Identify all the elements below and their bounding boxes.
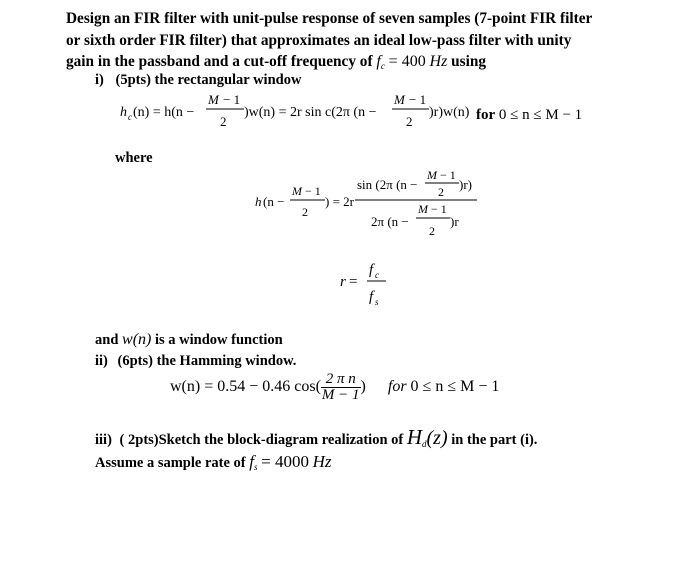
svg-text:f: f [369, 262, 374, 278]
hd-arg: (z) [426, 427, 448, 449]
problem-intro [66, 8, 592, 78]
window-note-symbol: w(n) [122, 331, 152, 348]
part-iii-text-suffix: in the part (i). [451, 432, 538, 448]
svg-text:)r: )r [450, 214, 459, 229]
sample-rate-f-sub: s [253, 462, 258, 472]
svg-text:− 1: − 1 [223, 92, 241, 107]
part-i-title: (5pts) the rectangular window [115, 72, 302, 88]
svg-text:h: h [255, 194, 262, 209]
hamming-frac-den: M − 1 [321, 387, 360, 403]
svg-text:2: 2 [302, 205, 308, 219]
hamming-close: ) [360, 378, 366, 396]
svg-text:(n −: (n − [263, 194, 285, 209]
cutoff-f-value: = 400 [388, 53, 426, 70]
intro-line-3-prefix: gain in the passband and a cut-off frequency of [66, 53, 373, 70]
sample-rate-f-symbol: f [249, 452, 254, 471]
part-i-for: for [476, 107, 496, 123]
hamming-lhs: w(n) = 0.54 − 0.46 cos( [170, 378, 321, 396]
svg-text:f: f [369, 289, 374, 305]
svg-text:c: c [128, 112, 132, 122]
hamming-frac-num: 2 π n [321, 372, 361, 388]
svg-text:)r)w(n): )r)w(n) [429, 105, 470, 120]
svg-text:2: 2 [220, 114, 227, 129]
hamming-equation [170, 372, 499, 403]
part-i-heading [95, 72, 301, 89]
svg-text:h: h [120, 105, 127, 120]
svg-text:r: r [340, 274, 346, 290]
svg-text:)r): )r) [459, 177, 472, 192]
center-tap-equation [255, 168, 495, 248]
where-label: where [115, 150, 153, 166]
cutoff-f-sub: c [380, 61, 385, 71]
hd-sub: d [422, 439, 427, 449]
cutoff-f-unit: Hz [429, 53, 448, 70]
part-i-range-text: 0 ≤ n ≤ M − 1 [498, 107, 583, 123]
hd-symbol: H [406, 425, 423, 449]
svg-text:2: 2 [406, 114, 413, 129]
svg-text:s: s [375, 297, 379, 307]
svg-text:2: 2 [429, 224, 435, 238]
window-note [95, 331, 283, 349]
svg-text:M: M [394, 92, 405, 107]
intro-line-3-suffix: using [451, 53, 487, 70]
window-note-suffix: is a window function [154, 332, 283, 348]
svg-text:M: M [427, 168, 437, 182]
svg-text:sin (2π (n −: sin (2π (n − [357, 177, 418, 192]
part-ii-heading [95, 353, 296, 370]
svg-text:− 1: − 1 [305, 184, 321, 198]
svg-text:M: M [418, 202, 428, 216]
r-ratio-equation [340, 255, 400, 313]
part-iii-text-prefix: ( 2pts)Sketch the block-diagram realization of [119, 432, 404, 448]
part-iii-line-1 [95, 425, 537, 450]
cutoff-f-symbol: f [376, 53, 381, 70]
svg-text:) = 2r: ) = 2r [325, 194, 354, 209]
svg-text:=: = [349, 274, 358, 290]
svg-text:− 1: − 1 [440, 168, 456, 182]
part-iii-line-2-prefix: Assume a sample rate of [95, 455, 246, 471]
sample-rate-unit: Hz [312, 452, 332, 471]
svg-text:2: 2 [438, 185, 444, 199]
part-i-label: i) [95, 72, 104, 88]
sample-rate-value: = 4000 [261, 452, 309, 471]
part-ii-title: (6pts) the Hamming window. [117, 353, 297, 369]
svg-text:M: M [292, 184, 302, 198]
svg-text:− 1: − 1 [409, 92, 427, 107]
part-iii-line-2 [95, 452, 332, 472]
intro-line-1: Design an FIR filter with unit-pulse response of seven samples (7-point FIR filter [66, 10, 593, 27]
hamming-fraction [321, 372, 361, 403]
hamming-range: 0 ≤ n ≤ M − 1 [410, 378, 500, 396]
part-ii-label: ii) [95, 353, 108, 369]
svg-text:2π (n −: 2π (n − [371, 214, 409, 229]
hamming-for: for [387, 378, 407, 396]
svg-text:c: c [375, 270, 379, 280]
svg-text:− 1: − 1 [431, 202, 447, 216]
svg-text:(n) = h(n −: (n) = h(n − [133, 105, 195, 120]
intro-line-2: or sixth order FIR filter) that approximates an ideal low-pass filter with unity [66, 31, 572, 49]
svg-text:M: M [208, 92, 219, 107]
window-note-prefix: and [95, 332, 119, 348]
part-iii-label: iii) [95, 432, 112, 448]
svg-text:)w(n) = 2r sin c(2π (n −: )w(n) = 2r sin c(2π (n − [244, 105, 377, 120]
part-i-range [476, 107, 582, 124]
